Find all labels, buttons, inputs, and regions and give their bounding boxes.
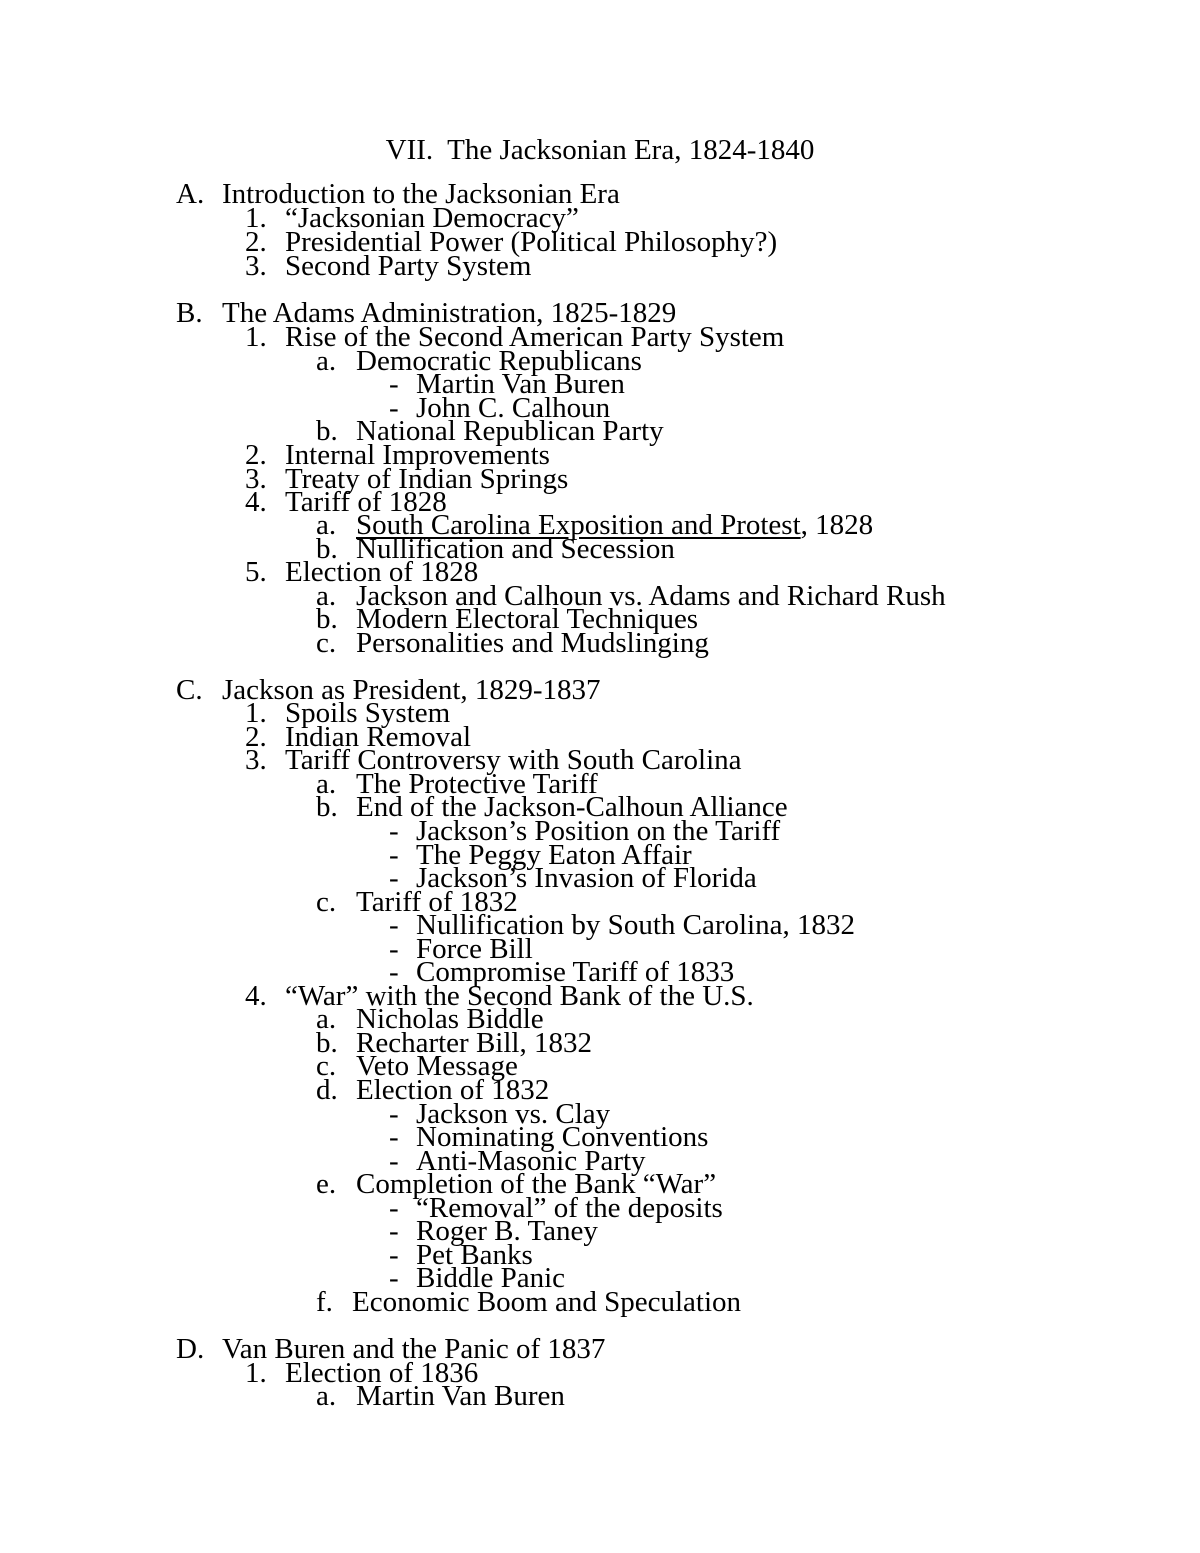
outline-title: VII. The Jacksonian Era, 1824-1840 bbox=[385, 134, 815, 166]
section-marker: D. bbox=[176, 1333, 205, 1365]
section-marker: C. bbox=[176, 674, 203, 706]
section-text: The Adams Administration, 1825-1829 bbox=[222, 297, 677, 329]
section-text: Jackson as President, 1829-1837 bbox=[222, 674, 601, 706]
section-text: Van Buren and the Panic of 1837 bbox=[222, 1333, 606, 1365]
section-text: Introduction to the Jacksonian Era bbox=[222, 178, 620, 210]
underlined-title: South Carolina Exposition and Protest bbox=[356, 509, 801, 541]
document-page: VII. The Jacksonian Era, 1824-1840 A. Introduction to the Jacksonian Era 1. “Jacksonian Democracy” 2. Presidential Power (Political Philosophy?) 3. Second Party System B. The Adams Administration, 1825-1829 1. Rise of the Second American Party System a. Democratic Republicans - Martin Van Buren - John C. Calhoun b. National Republican Party 2. Internal Improvements 3. Treaty of Indian Springs 4. Tariff of 1828 a. South Carolina Exposition and Protest, 1828 b. Nullification and Secession 5. Election of 1828 a. Jackson and Calhoun vs. Adams and Richard Rush b. Modern Electoral Techniques c. Personalities and Mudslinging C. Jackson as President, 1829-1837 1. Spoils System 2. Indian Removal 3. Tariff Controversy with South Carolina a. The Protective Tariff b. End of the Jackson-Calhoun Alliance - Jackson’s Position on the Tariff - The Peggy Eaton Affair - Jackson’s Invasion of Florida c. Tariff of 1832 - Nullification by South Carolina, 1832 - Force Bill - Compromise Tariff of 1833 4. “War” with the Second Bank of the U.S. a. Nicholas Biddle b. Recharter Bill, 1832 c. Veto Message d. Election of 1832 - Jackson vs. Clay - Nominating Conventions - Anti-Masonic Party e. Completion of the Bank “War” - “Removal” of the deposits - Roger B. Taney - Pet Banks - Biddle Panic f. Economic Boom and Speculation D. Van Buren and the Panic of 1837 1. Election of 1836 a. Martin Van Buren bbox=[0, 0, 1200, 1553]
section-marker: B. bbox=[176, 297, 203, 329]
section-marker: A. bbox=[176, 178, 205, 210]
